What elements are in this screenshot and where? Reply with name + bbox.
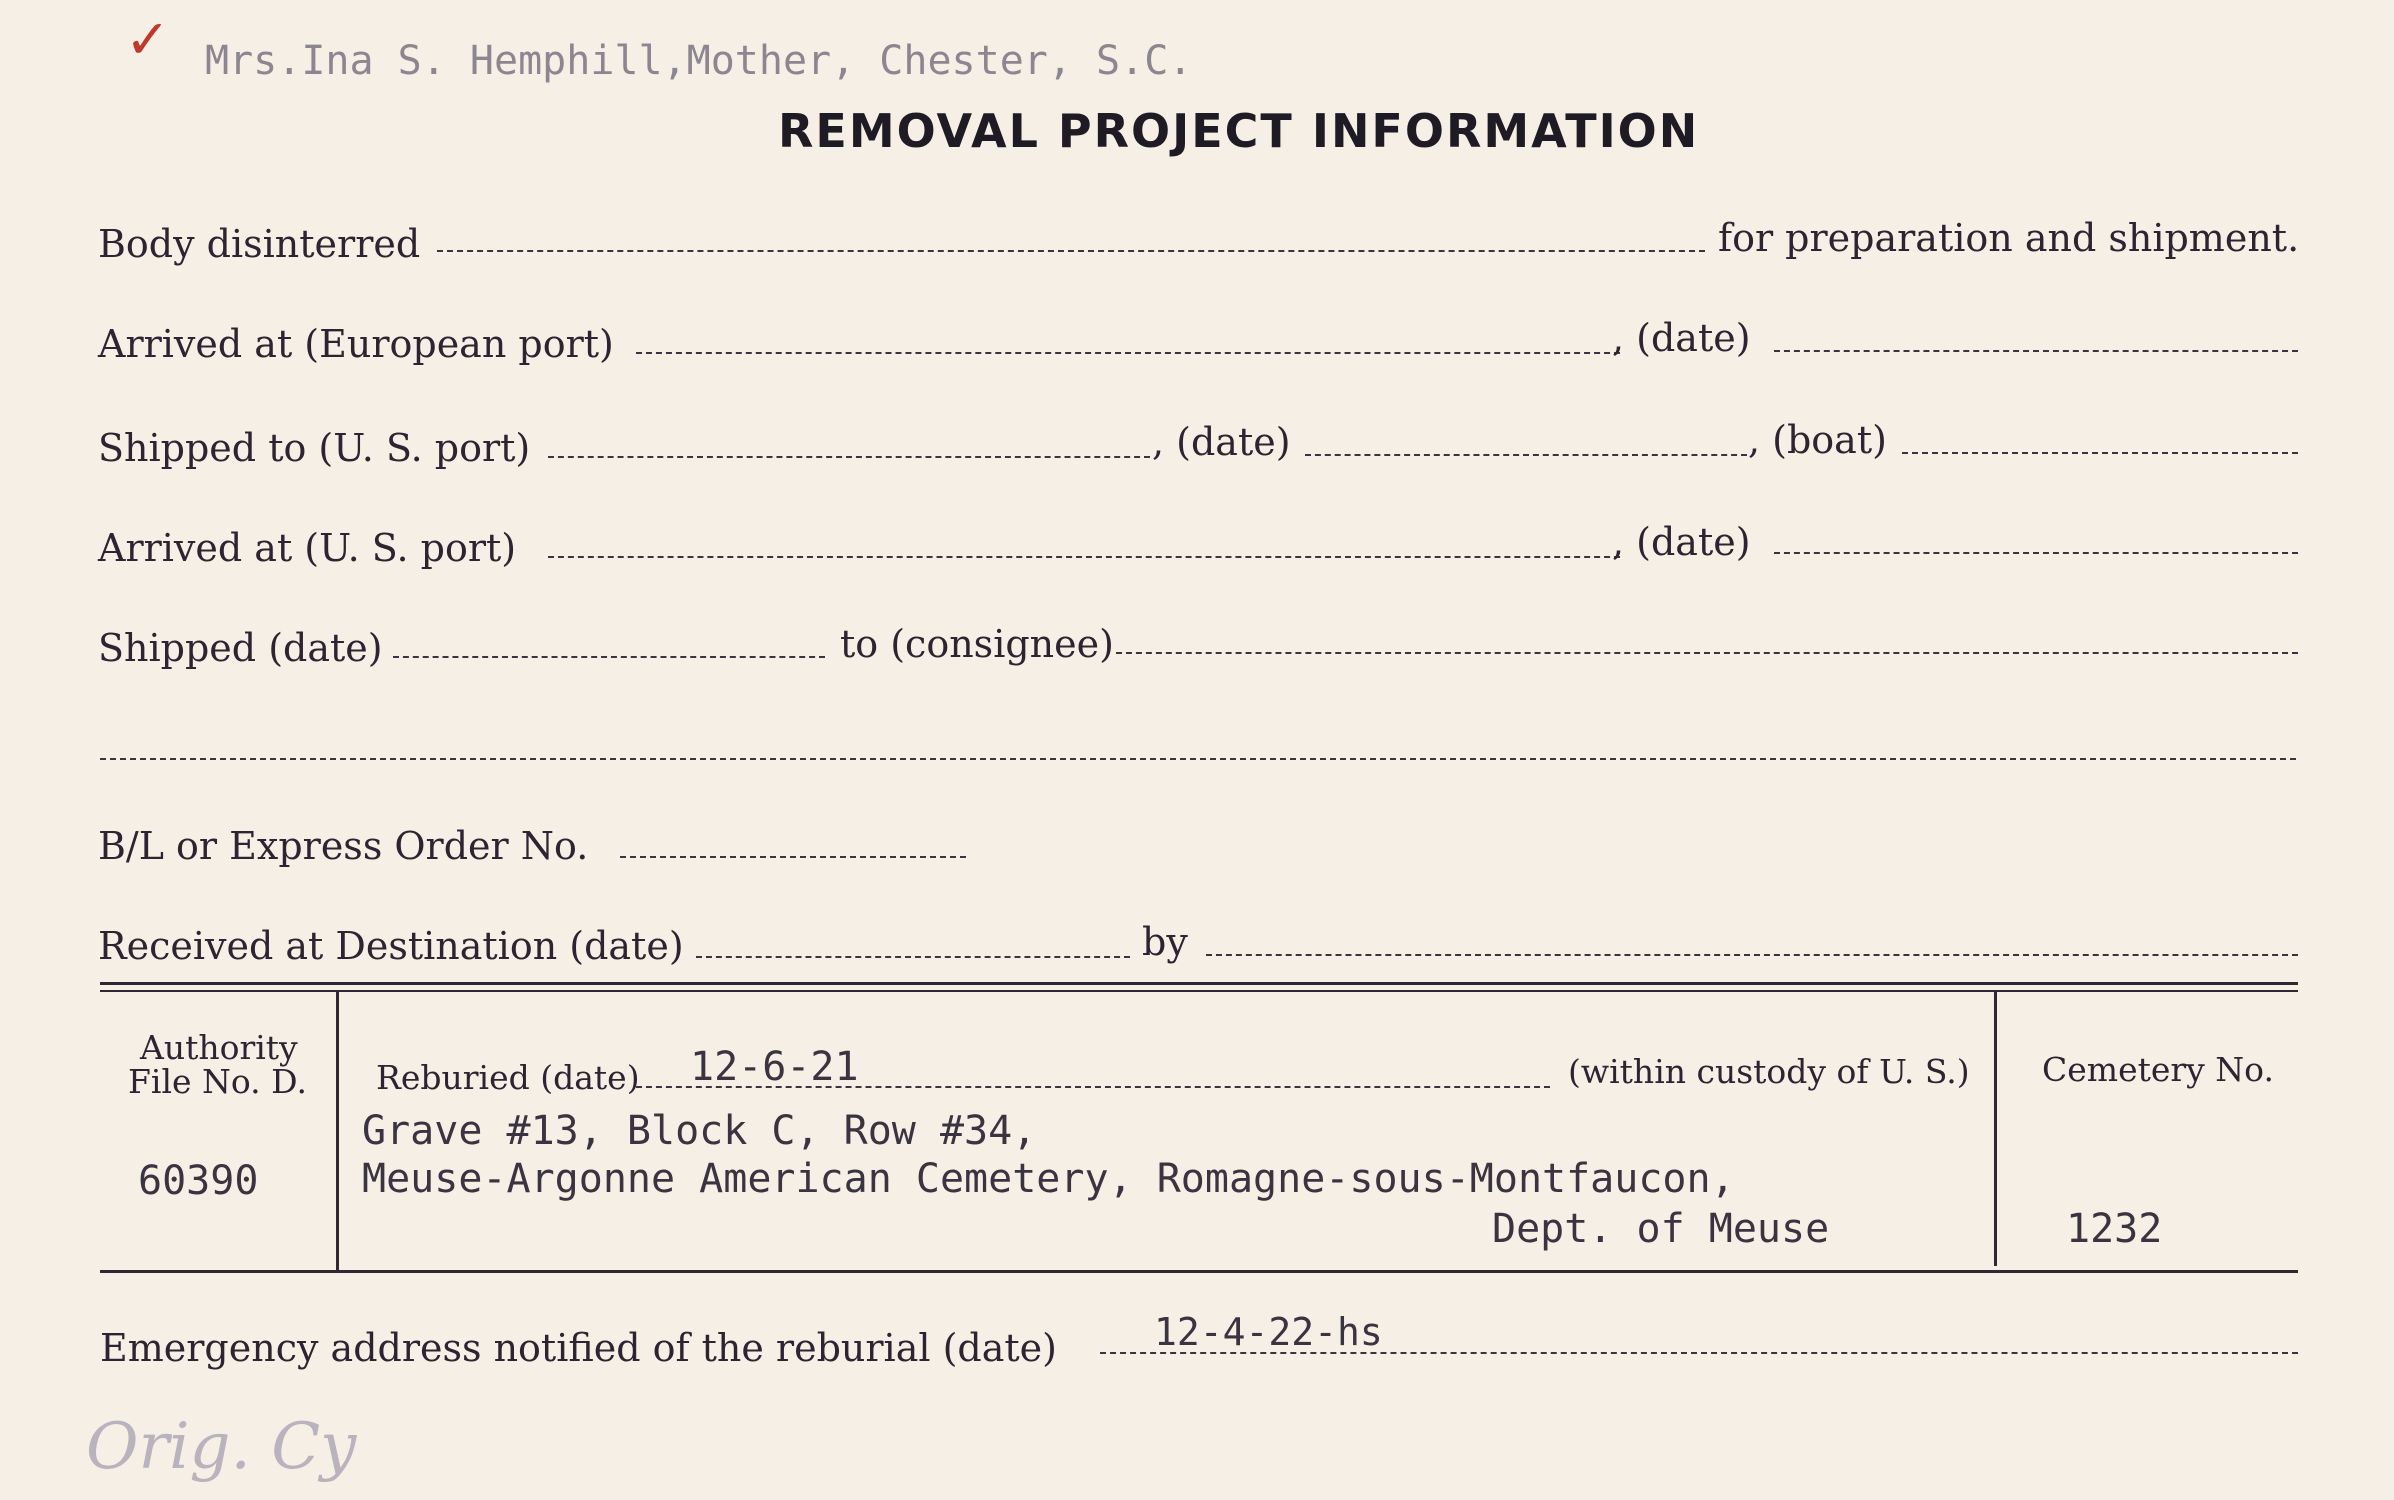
arrived-us-date-label: , (date) (1612, 520, 1751, 564)
emergency-date-value: 12-4-22-hs (1154, 1310, 1383, 1354)
european-date-field[interactable] (1774, 350, 2298, 352)
card-title: REMOVAL PROJECT INFORMATION (778, 104, 1700, 158)
arrived-european-date-label: , (date) (1612, 316, 1751, 360)
pencil-note: Orig. Cy (86, 1410, 357, 1484)
file-no-label: File No. D. (128, 1062, 307, 1101)
shipped-us-port-label: Shipped to (U. S. port) (98, 426, 531, 470)
table-top-rule-inner (100, 990, 2298, 992)
bl-express-field[interactable] (620, 856, 966, 858)
received-date-field[interactable] (696, 956, 1130, 958)
table-bottom-rule (100, 1270, 2298, 1273)
received-by-label: by (1142, 920, 1188, 964)
us-port-field[interactable] (548, 456, 1150, 458)
received-by-field[interactable] (1206, 954, 2298, 956)
arrived-us-date-field[interactable] (1774, 552, 2298, 554)
reburied-date-value: 12-6-21 (690, 1044, 859, 1090)
arrived-european-label: Arrived at (European port) (98, 322, 614, 366)
arrived-us-port-field[interactable] (548, 556, 1620, 558)
check-mark-icon: ✓ (125, 8, 171, 71)
boat-label: , (boat) (1748, 418, 1887, 462)
cemetery-no-label: Cemetery No. (2042, 1050, 2274, 1089)
department-line: Dept. of Meuse (1492, 1206, 1830, 1252)
european-port-field[interactable] (636, 352, 1620, 354)
body-disinterred-label: Body disinterred (98, 222, 421, 266)
table-top-rule (100, 982, 2298, 985)
body-disinterred-field[interactable] (437, 250, 1705, 252)
authority-file-number: 60390 (138, 1158, 259, 1204)
cemetery-name-line: Meuse-Argonne American Cemetery, Romagne-sous-Montfaucon, (362, 1156, 1735, 1202)
shipped-date-label: , (date) (1152, 420, 1291, 464)
consignee-continuation-field[interactable] (100, 758, 2296, 760)
shipped-date-field[interactable] (1305, 454, 1747, 456)
arrived-us-port-label: Arrived at (U. S. port) (98, 526, 517, 570)
shipped-date-row-field[interactable] (393, 656, 825, 658)
preparation-shipment-label: for preparation and shipment. (1718, 216, 2300, 260)
bl-express-label: B/L or Express Order No. (98, 824, 589, 868)
cemetery-no-value: 1232 (2066, 1206, 2163, 1252)
authority-label: Authority (140, 1028, 298, 1067)
consignee-label: to (consignee) (840, 622, 1114, 666)
received-destination-label: Received at Destination (date) (98, 924, 684, 968)
custody-label: (within custody of U. S.) (1568, 1052, 1970, 1091)
boat-field[interactable] (1902, 452, 2298, 454)
emergency-address-label: Emergency address notified of the reburial (date) (100, 1326, 1057, 1370)
consignee-field[interactable] (1116, 652, 2298, 654)
addressee-line: Mrs.Ina S. Hemphill,Mother, Chester, S.C. (205, 38, 1193, 84)
table-divider-left (336, 992, 339, 1270)
grave-location-line: Grave #13, Block C, Row #34, (362, 1108, 1037, 1154)
reburied-label: Reburied (date) (376, 1058, 640, 1097)
table-divider-right (1994, 990, 1997, 1266)
shipped-date-row-label: Shipped (date) (98, 626, 383, 670)
